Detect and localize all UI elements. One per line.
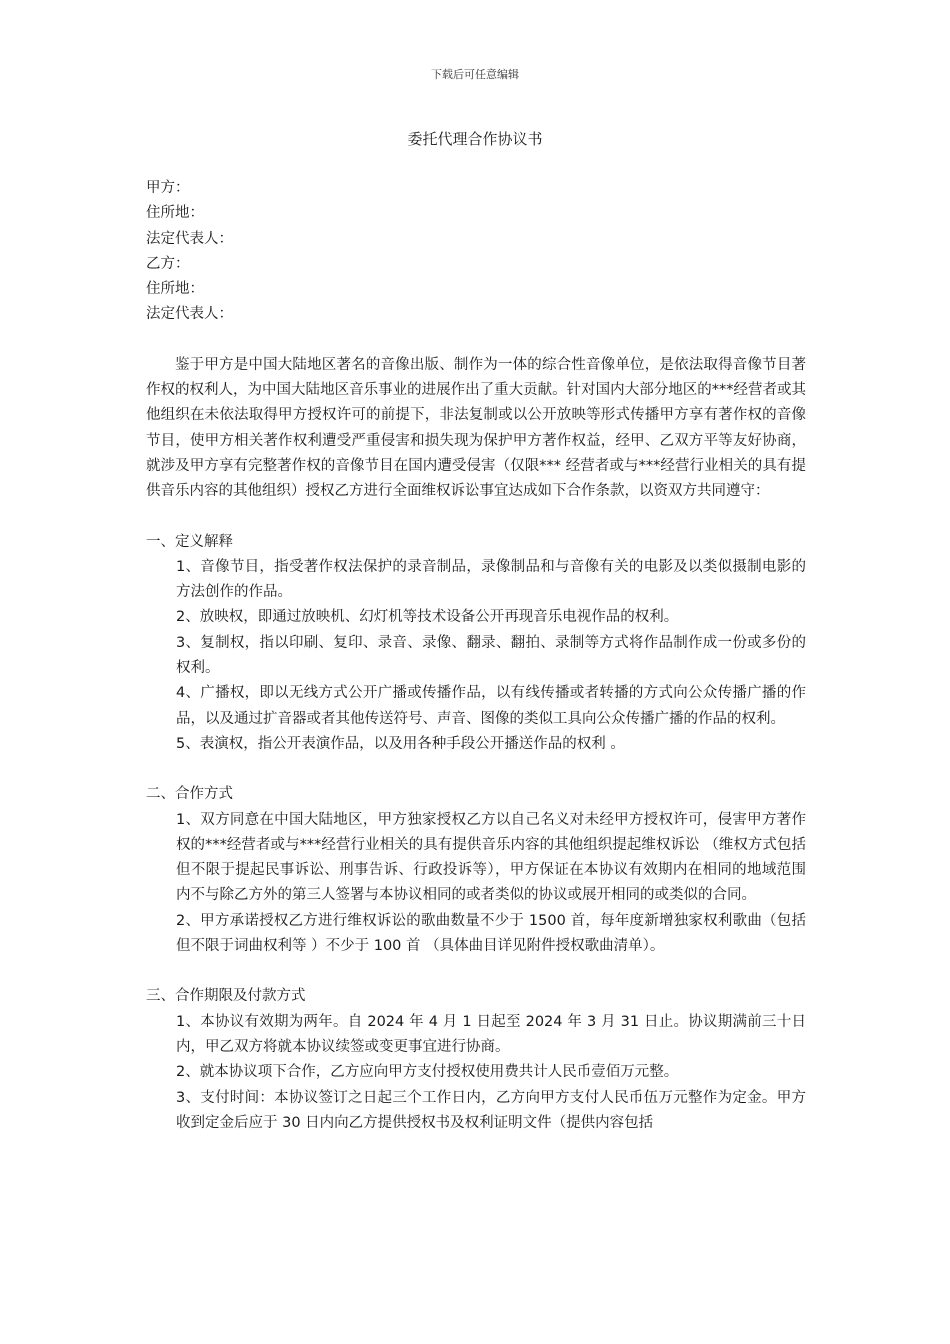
- clause: 1、音像节目，指受著作权法保护的录音制品，录像制品和与音像有关的电影及以类似摄制电影的方法创作的作品。: [176, 558, 806, 601]
- clause: 4、广播权，即以无线方式公开广播或传播作品，以有线传播或者转播的方式向公众传播广播的作品，以及通过扩音器或者其他传送符号、声音、图像的类似工具向公众传播广播的作品的权利。: [176, 685, 806, 727]
- section-term-payment: [146, 984, 806, 1136]
- party-block: [146, 176, 806, 328]
- intro-paragraph: 鉴于甲方是中国大陆地区著名的音像出版、制作为一体的综合性音像单位，是依法取得音像节目著作权的权利人，为中国大陆地区音乐事业的进展作出了重大贡献。针对国内大部分地区的***经营者或其他组织在未依法取得甲方授权许可的前提下，非法复制或以公开放映等形式传播甲方享有著作权的音像节目，使甲方相关著作权利遭受严重侵害和损失现为保护甲方著作权益，经甲、乙双方平等友好协商，就涉及甲方享有完整著作权的音像节目在国内遭受侵害（仅限*** 经营者或与***经营行业相关的具有提供音乐内容的其他组织）授权乙方进行全面维权诉讼事宜达成如下合作条款，以资双方共同遵守：: [146, 356, 806, 500]
- document-title: 委托代理合作协议书: [407, 130, 543, 148]
- party-b-address-label: 住所地：: [146, 281, 204, 298]
- clause: 2、甲方承诺授权乙方进行维权诉讼的歌曲数量不少于 1500 首，每年度新增独家权利歌曲（包括但不限于词曲权利等 ）不少于 100 首 （具体曲目详见附件授权歌曲清单）。: [176, 912, 806, 955]
- party-b-representative-label: 法定代表人：: [146, 306, 233, 323]
- section-title: 三、合作期限及付款方式: [146, 988, 306, 1005]
- party-a-label: 甲方：: [146, 180, 190, 196]
- clause: 1、双方同意在中国大陆地区，甲方独家授权乙方以自己名义对未经甲方授权许可，侵害甲方著作权的***经营者或与***经营行业相关的具有提供音乐内容的其他组织提起维权诉讼 （维权方式包括但不限于提起民事诉讼、刑事告诉、行政投诉等），甲方保证在本协议有效期内在相同的地域范围内不与除乙方外的第三人签署与本协议相同的或者类似的协议或展开相同的或类似的合同。: [176, 811, 806, 904]
- section-definitions: [146, 530, 806, 758]
- clause: 3、复制权，指以印刷、复印、录音、录像、翻录、翻拍、录制等方式将作品制作成一份或多份的权利。: [176, 634, 806, 677]
- section-cooperation: [146, 782, 806, 959]
- clause: 2、就本协议项下合作，乙方应向甲方支付授权使用费共计人民币壹佰万元整。: [176, 1064, 679, 1081]
- clause: 2、放映权，即通过放映机、幻灯机等技术设备公开再现音乐电视作品的权利。: [176, 609, 679, 626]
- party-a-representative-label: 法定代表人：: [146, 230, 233, 247]
- document-body: [146, 176, 806, 1136]
- section-title: 一、定义解释: [146, 533, 233, 550]
- clause: 3、支付时间：本协议签订之日起三个工作日内，乙方向甲方支付人民币伍万元整作为定金。甲方收到定金后应于 30 日内向乙方提供授权书及权利证明文件（提供内容包括: [176, 1089, 806, 1131]
- party-b-label: 乙方：: [146, 255, 190, 272]
- clause: 1、本协议有效期为两年。自 2024 年 4 月 1 日起至 2024 年 3 月 31 日止。协议期满前三十日内，甲乙双方将就本协议续签或变更事宜进行协商。: [176, 1013, 806, 1055]
- section-title: 二、合作方式: [146, 786, 233, 803]
- header-note: 下载后可任意编辑: [431, 68, 519, 81]
- clause: 5、表演权，指公开表演作品，以及用各种手段公开播送作品的权利 。: [176, 735, 625, 752]
- party-a-address-label: 住所地：: [146, 205, 204, 222]
